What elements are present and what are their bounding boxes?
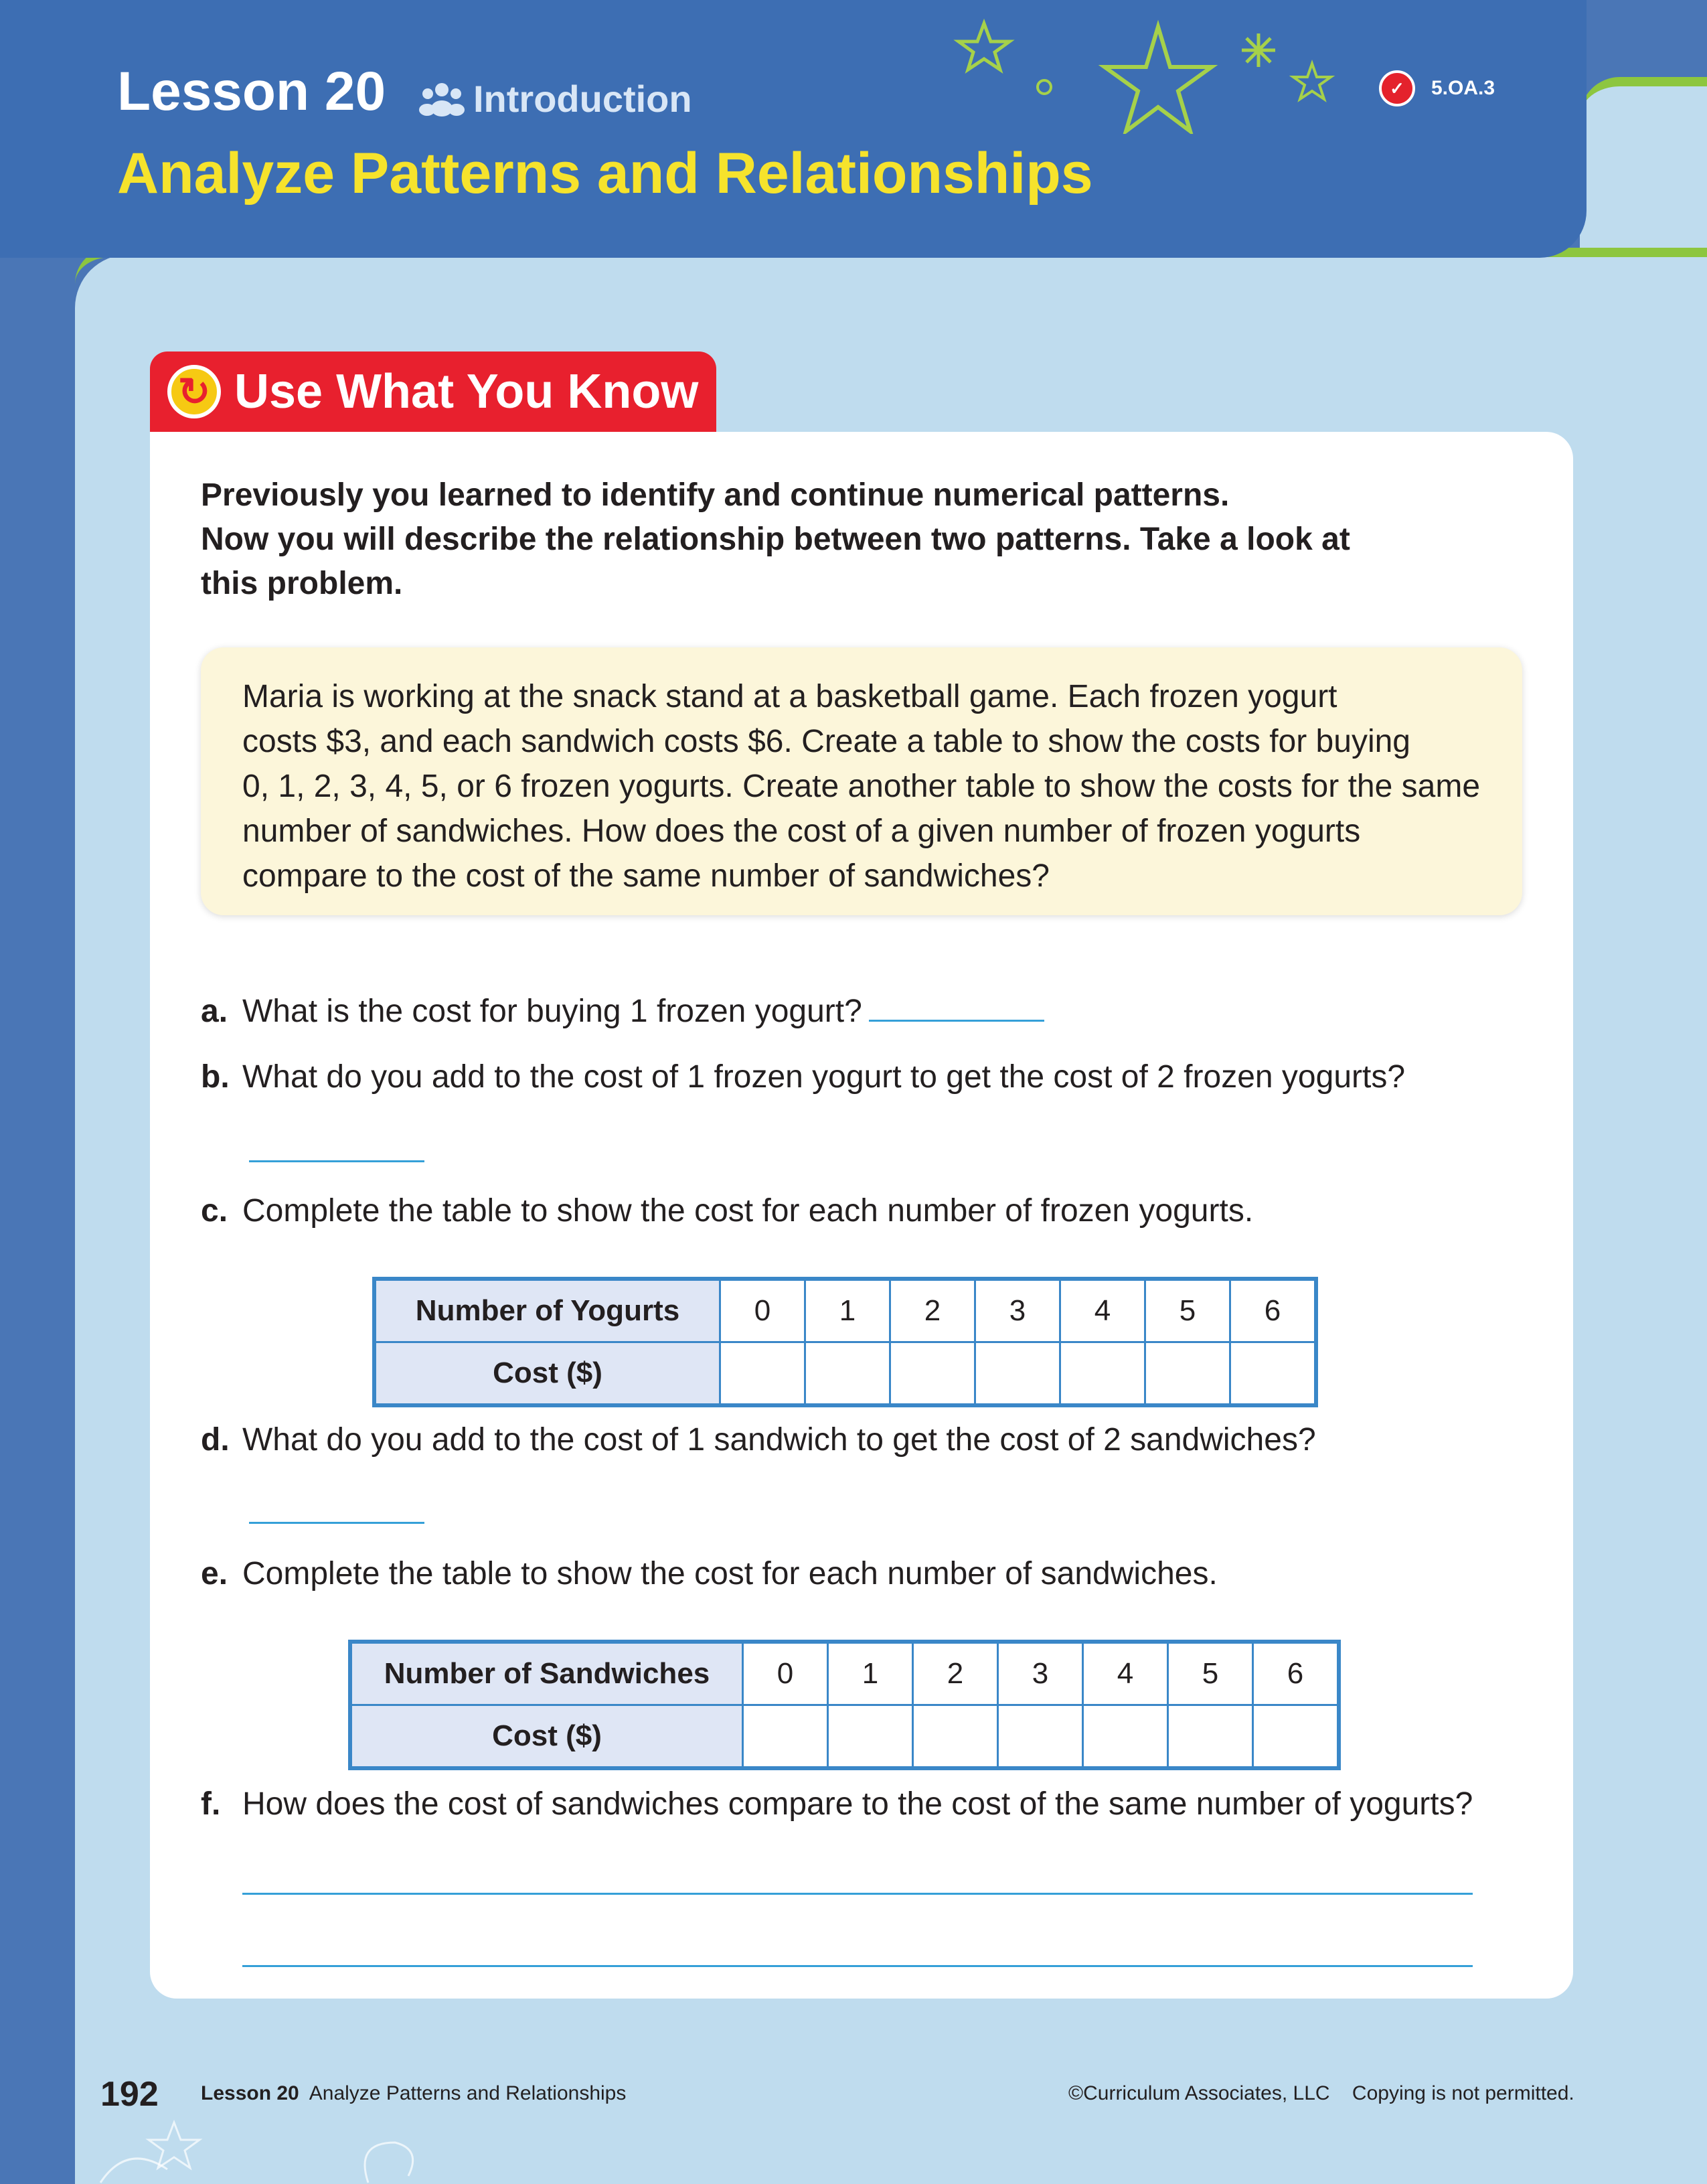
question-text: What do you add to the cost of 1 sandwich to get the cost of 2 sandwiches? bbox=[242, 1422, 1316, 1458]
table-cell: 1 bbox=[828, 1642, 913, 1705]
problem-line: number of sandwiches. How does the cost of a given number of frozen yogurts bbox=[242, 813, 1361, 849]
refresh-arrow-icon: ↻ bbox=[167, 365, 221, 418]
table-cell: 6 bbox=[1230, 1279, 1317, 1342]
state-standard-icon: ✓ bbox=[1379, 70, 1415, 106]
question-d bbox=[201, 1421, 1316, 1458]
section-label bbox=[418, 77, 692, 121]
table-row bbox=[350, 1705, 1339, 1769]
table-cell: 1 bbox=[805, 1279, 890, 1342]
question-text: Complete the table to show the cost for each number of sandwiches. bbox=[242, 1556, 1218, 1591]
answer-cell[interactable] bbox=[743, 1705, 828, 1769]
answer-line-f1[interactable] bbox=[242, 1893, 1473, 1895]
footer-lesson-ref bbox=[201, 2082, 626, 2105]
lesson-title: Analyze Patterns and Relationships bbox=[117, 141, 1093, 206]
tab-label: Use What You Know bbox=[234, 365, 699, 418]
left-margin-band bbox=[0, 0, 75, 2184]
intro-paragraph bbox=[201, 473, 1526, 606]
answer-line-f2[interactable] bbox=[242, 1965, 1473, 1967]
problem-box bbox=[201, 647, 1522, 915]
page-number: 192 bbox=[100, 2075, 159, 2114]
table-cell: 2 bbox=[913, 1642, 998, 1705]
standard-code: 5.OA.3 bbox=[1431, 77, 1495, 99]
row-header: Number of Sandwiches bbox=[350, 1642, 743, 1705]
footer-copyright bbox=[1068, 2082, 1574, 2105]
lesson-number: Lesson 20 bbox=[117, 61, 386, 122]
table-cell: 0 bbox=[720, 1279, 805, 1342]
answer-cell[interactable] bbox=[1168, 1705, 1253, 1769]
answer-blank-d[interactable] bbox=[249, 1522, 424, 1524]
question-text: What is the cost for buying 1 frozen yogurt? bbox=[242, 994, 862, 1029]
problem-line: Maria is working at the snack stand at a basketball game. Each frozen yogurt bbox=[242, 679, 1337, 714]
answer-cell[interactable] bbox=[1060, 1342, 1145, 1406]
table-row bbox=[350, 1642, 1339, 1705]
copy-notice: Copying is not permitted. bbox=[1352, 2082, 1574, 2104]
intro-line: this problem. bbox=[201, 566, 403, 601]
question-letter: d. bbox=[201, 1422, 230, 1458]
group-icon bbox=[418, 80, 465, 118]
yogurt-table bbox=[372, 1277, 1318, 1407]
problem-line: compare to the cost of the same number of sandwiches? bbox=[242, 858, 1050, 894]
footer-lesson-title: Analyze Patterns and Relationships bbox=[309, 2082, 627, 2104]
decorative-swirl-icon bbox=[87, 2116, 422, 2184]
answer-cell[interactable] bbox=[805, 1342, 890, 1406]
row-header: Number of Yogurts bbox=[374, 1279, 720, 1342]
row-header: Cost ($) bbox=[374, 1342, 720, 1406]
content-card bbox=[150, 432, 1573, 1999]
answer-cell[interactable] bbox=[998, 1705, 1083, 1769]
answer-cell[interactable] bbox=[828, 1705, 913, 1769]
table-cell: 0 bbox=[743, 1642, 828, 1705]
answer-cell[interactable] bbox=[1230, 1342, 1317, 1406]
problem-text bbox=[242, 674, 1481, 899]
answer-cell[interactable] bbox=[1145, 1342, 1230, 1406]
section-label-text: Introduction bbox=[473, 78, 692, 120]
question-text: How does the cost of sandwiches compare to the cost of the same number of yogurts? bbox=[242, 1786, 1473, 1822]
problem-line: costs $3, and each sandwich costs $6. Create a table to show the costs for buying bbox=[242, 724, 1410, 759]
table-cell: 4 bbox=[1083, 1642, 1168, 1705]
table-row bbox=[374, 1342, 1316, 1406]
standard-badge bbox=[1379, 70, 1495, 106]
sandwich-table bbox=[348, 1640, 1341, 1770]
question-letter: c. bbox=[201, 1193, 228, 1229]
use-what-you-know-tab bbox=[150, 352, 716, 432]
footer-lesson-bold: Lesson 20 bbox=[201, 2082, 299, 2104]
question-letter: f. bbox=[201, 1786, 221, 1822]
question-a bbox=[201, 993, 1044, 1030]
question-letter: b. bbox=[201, 1059, 230, 1095]
table-cell: 5 bbox=[1168, 1642, 1253, 1705]
table-cell: 3 bbox=[998, 1642, 1083, 1705]
answer-cell[interactable] bbox=[720, 1342, 805, 1406]
answer-blank-b[interactable] bbox=[249, 1160, 424, 1162]
intro-line: Previously you learned to identify and continue numerical patterns. bbox=[201, 477, 1230, 513]
question-letter: e. bbox=[201, 1556, 228, 1591]
intro-line: Now you will describe the relationship between two patterns. Take a look at bbox=[201, 522, 1350, 557]
answer-cell[interactable] bbox=[1253, 1705, 1339, 1769]
lesson-header bbox=[0, 0, 1587, 258]
copyright-text: ©Curriculum Associates, LLC bbox=[1068, 2082, 1330, 2104]
answer-cell[interactable] bbox=[890, 1342, 975, 1406]
table-cell: 4 bbox=[1060, 1279, 1145, 1342]
answer-cell[interactable] bbox=[975, 1342, 1060, 1406]
answer-cell[interactable] bbox=[913, 1705, 998, 1769]
table-row bbox=[374, 1279, 1316, 1342]
answer-cell[interactable] bbox=[1083, 1705, 1168, 1769]
question-c bbox=[201, 1192, 1253, 1229]
table-cell: 5 bbox=[1145, 1279, 1230, 1342]
table-cell: 2 bbox=[890, 1279, 975, 1342]
question-text: Complete the table to show the cost for each number of frozen yogurts. bbox=[242, 1193, 1254, 1229]
question-letter: a. bbox=[201, 994, 228, 1029]
table-cell: 3 bbox=[975, 1279, 1060, 1342]
question-b bbox=[201, 1059, 1405, 1095]
table-cell: 6 bbox=[1253, 1642, 1339, 1705]
answer-blank-a[interactable] bbox=[869, 1018, 1044, 1022]
row-header: Cost ($) bbox=[350, 1705, 743, 1769]
question-e bbox=[201, 1555, 1218, 1592]
question-f bbox=[201, 1786, 1473, 1822]
problem-line: 0, 1, 2, 3, 4, 5, or 6 frozen yogurts. Create another table to show the costs for the same bbox=[242, 769, 1481, 804]
question-text: What do you add to the cost of 1 frozen yogurt to get the cost of 2 frozen yogurts? bbox=[242, 1059, 1406, 1095]
decorative-stars-icon bbox=[937, 0, 1406, 134]
